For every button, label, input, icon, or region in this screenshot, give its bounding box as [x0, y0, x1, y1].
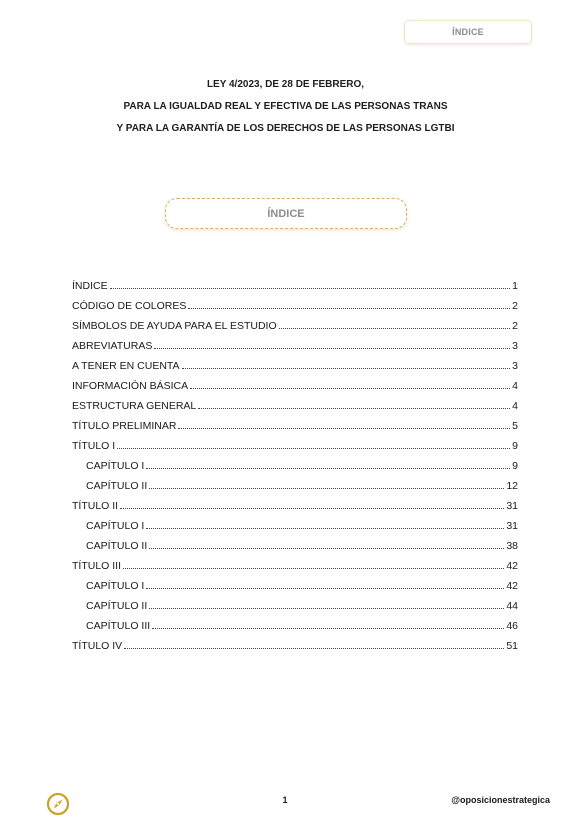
- toc-entry-page: 2: [512, 300, 518, 312]
- toc-leader-dots: [123, 567, 504, 569]
- compass-icon: [46, 792, 70, 816]
- toc-leader-dots: [110, 287, 510, 289]
- toc-leader-dots: [146, 467, 510, 469]
- section-heading-index: [165, 198, 407, 229]
- document-title-line-3: Y PARA LA GARANTÍA DE LOS DERECHOS DE LAS PERSONAS LGTBI: [116, 123, 455, 134]
- toc-leader-dots: [117, 447, 510, 449]
- toc-entry[interactable]: [72, 312, 518, 332]
- toc-leader-dots: [124, 647, 504, 649]
- toc-entry[interactable]: [72, 592, 518, 612]
- toc-leader-dots: [149, 547, 504, 549]
- toc-entry[interactable]: [72, 612, 518, 632]
- toc-entry-page: 31: [506, 500, 518, 512]
- toc-entry-label: INFORMACIÓN BÁSICA: [72, 380, 189, 392]
- toc-leader-dots: [182, 367, 510, 369]
- toc-entry[interactable]: [72, 332, 518, 352]
- document-title-line-1: LEY 4/2023, DE 28 DE FEBRERO,: [206, 79, 365, 90]
- toc-entry-page: 44: [506, 600, 518, 612]
- header-index-tab[interactable]: [404, 20, 532, 44]
- toc-entry[interactable]: [72, 292, 518, 312]
- toc-entry-label: CAPÍTULO I: [86, 460, 145, 472]
- toc-leader-dots: [198, 407, 510, 409]
- toc-entry-label: TÍTULO III: [72, 560, 122, 572]
- toc-leader-dots: [149, 487, 504, 489]
- toc-entry[interactable]: [72, 572, 518, 592]
- toc-entry-page: 4: [512, 380, 518, 392]
- document-title: [0, 78, 571, 144]
- toc-entry[interactable]: [72, 492, 518, 512]
- toc-leader-dots: [190, 387, 510, 389]
- toc-entry-page: 51: [506, 640, 518, 652]
- page-number: 1: [282, 795, 288, 805]
- toc-entry-label: TÍTULO PRELIMINAR: [72, 420, 177, 432]
- toc-entry-page: 2: [512, 320, 518, 332]
- toc-entry-label: ÍNDICE: [72, 280, 108, 292]
- toc-leader-dots: [154, 347, 510, 349]
- toc-entry-page: 4: [512, 400, 518, 412]
- toc-entry-label: CAPÍTULO III: [86, 620, 151, 632]
- toc-entry[interactable]: [72, 412, 518, 432]
- toc-entry[interactable]: [72, 372, 518, 392]
- toc-entry-label: ESTRUCTURA GENERAL: [72, 400, 197, 412]
- toc-leader-dots: [188, 307, 510, 309]
- toc-leader-dots: [146, 527, 504, 529]
- toc-entry-label: ABREVIATURAS: [72, 340, 153, 352]
- toc-entry-page: 3: [512, 340, 518, 352]
- toc-entry-label: TÍTULO II: [72, 500, 119, 512]
- toc-leader-dots: [152, 627, 504, 629]
- toc-entry-label: CÓDIGO DE COLORES: [72, 300, 187, 312]
- toc-entry-page: 46: [506, 620, 518, 632]
- toc-entry-page: 5: [512, 420, 518, 432]
- section-heading-label: ÍNDICE: [267, 207, 305, 220]
- toc-entry-page: 3: [512, 360, 518, 372]
- toc-entry-page: 9: [512, 460, 518, 472]
- toc-entry-page: 31: [506, 520, 518, 532]
- toc-entry-page: 42: [506, 580, 518, 592]
- toc-entry[interactable]: [72, 272, 518, 292]
- toc-entry-page: 9: [512, 440, 518, 452]
- toc-entry-page: 42: [506, 560, 518, 572]
- document-title-line-2: PARA LA IGUALDAD REAL Y EFECTIVA DE LAS PERSONAS TRANS: [123, 101, 448, 112]
- toc-leader-dots: [120, 507, 504, 509]
- toc-entry-label: CAPÍTULO I: [86, 520, 145, 532]
- toc-entry[interactable]: [72, 632, 518, 652]
- toc-entry-label: CAPÍTULO II: [86, 600, 148, 612]
- toc-entry[interactable]: [72, 392, 518, 412]
- toc-entry-label: CAPÍTULO I: [86, 580, 145, 592]
- toc-entry[interactable]: [72, 532, 518, 552]
- toc-entry[interactable]: [72, 452, 518, 472]
- toc-entry[interactable]: [72, 512, 518, 532]
- toc-entry[interactable]: [72, 472, 518, 492]
- header-index-label: ÍNDICE: [452, 27, 484, 37]
- footer-handle: @oposicionestrategica: [451, 795, 550, 805]
- toc-entry-label: CAPÍTULO II: [86, 480, 148, 492]
- table-of-contents: [72, 272, 518, 652]
- toc-leader-dots: [146, 587, 504, 589]
- toc-entry-label: TÍTULO I: [72, 440, 116, 452]
- toc-leader-dots: [178, 427, 510, 429]
- toc-entry-label: CAPÍTULO II: [86, 540, 148, 552]
- toc-leader-dots: [279, 327, 510, 329]
- toc-entry-page: 1: [512, 280, 518, 292]
- toc-entry-label: SÍMBOLOS DE AYUDA PARA EL ESTUDIO: [72, 320, 277, 332]
- toc-entry-page: 38: [506, 540, 518, 552]
- toc-entry-label: TÍTULO IV: [72, 640, 123, 652]
- toc-leader-dots: [149, 607, 504, 609]
- toc-entry-label: A TENER EN CUENTA: [72, 360, 180, 372]
- toc-entry-page: 12: [506, 480, 518, 492]
- toc-entry[interactable]: [72, 432, 518, 452]
- toc-entry[interactable]: [72, 352, 518, 372]
- toc-entry[interactable]: [72, 552, 518, 572]
